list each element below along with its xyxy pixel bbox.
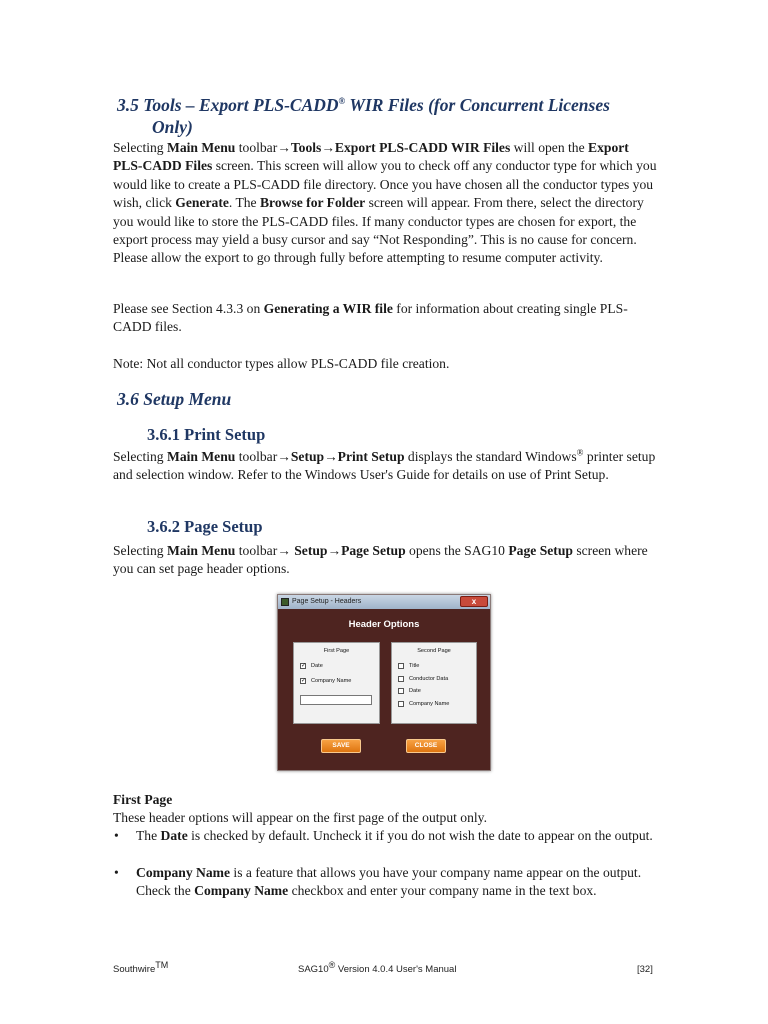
- text: toolbar: [235, 449, 278, 464]
- section-3-5-heading: [117, 94, 610, 138]
- note-paragraph: Note: Not all conductor types allow PLS-CADD file creation.: [113, 356, 450, 371]
- window-close-button[interactable]: x: [460, 596, 488, 607]
- heading-text: Only): [152, 117, 193, 137]
- first-page-date-checkbox[interactable]: ✓: [301, 663, 307, 669]
- registered-mark: ®: [338, 96, 346, 107]
- bold-text: Export PLS-CADD Files: [113, 140, 629, 174]
- footer-brand: [113, 959, 169, 975]
- option-label: Conductor Data: [409, 676, 449, 682]
- bold-text: →Setup→Print Setup: [277, 449, 405, 464]
- bold-text: →Tools→Export PLS-CADD WIR Files: [277, 140, 511, 155]
- text: . The: [228, 195, 260, 211]
- bold-text: Company Name: [194, 883, 289, 899]
- footer-text: Southwire: [113, 964, 156, 975]
- option-label: Date: [311, 663, 323, 669]
- text: for information about creating single PLS-CADD files.: [113, 301, 628, 335]
- text: Please see Section 4.3.3 on: [113, 301, 264, 316]
- first-page-date-option[interactable]: [300, 663, 323, 669]
- registered-mark: ®: [328, 959, 336, 970]
- first-page-heading: First Page: [113, 792, 173, 807]
- heading-text: WIR Files (for Concurrent Licenses: [345, 95, 610, 115]
- registered-mark: ®: [576, 447, 584, 458]
- option-label: Company Name: [409, 701, 450, 707]
- footer-manual-title: [298, 959, 457, 975]
- text: is checked by default. Uncheck it if you do not wish the date to appear on the output.: [187, 828, 653, 843]
- text: toolbar: [235, 140, 278, 155]
- date-bullet-item: [136, 827, 656, 845]
- second-page-conductor-data-option[interactable]: [398, 676, 448, 682]
- app-icon: [281, 598, 289, 606]
- bold-text: Company Name: [136, 865, 231, 880]
- first-page-intro: These header options will appear on the first page of the output only.: [113, 810, 487, 825]
- second-page-title-option[interactable]: [398, 663, 419, 669]
- company-name-bullet-item: [136, 864, 656, 901]
- company-name-input[interactable]: [300, 695, 372, 705]
- page-number: [32]: [637, 964, 653, 975]
- first-page-panel: [293, 642, 380, 724]
- heading-text: 3.5 Tools – Export PLS-CADD: [117, 95, 339, 115]
- second-page-panel: [391, 642, 477, 724]
- bold-text: Main Menu: [166, 543, 236, 558]
- section-3-6-heading: 3.6 Setup Menu: [117, 389, 232, 409]
- text: opens the SAG10: [405, 543, 509, 558]
- bold-text: Main Menu: [166, 140, 236, 155]
- bullet-glyph: •: [114, 865, 119, 880]
- option-label: Date: [409, 688, 421, 694]
- dialog-title: Page Setup - Headers: [292, 598, 362, 605]
- text: printer setup and selection window. Refer to the Windows User's Guide for details on use of Print Setup.: [113, 449, 656, 483]
- text: screen. This screen will allow you to check off any conductor type for which you would like to create a PLS-CADD file directory. Once you have chosen all the conductor types you wish, click: [113, 158, 657, 211]
- page-setup-paragraph: [113, 542, 658, 579]
- page-setup-headers-dialog: [277, 594, 491, 771]
- text: Selecting: [113, 543, 167, 558]
- bold-text: → Setup→Page Setup: [277, 543, 406, 558]
- text: The: [136, 828, 161, 843]
- trademark-mark: TM: [155, 959, 169, 970]
- bold-text: Generate: [175, 195, 229, 211]
- print-setup-paragraph: [113, 448, 658, 485]
- footer-text: SAG10: [298, 964, 329, 975]
- second-page-conductor-data-checkbox[interactable]: [398, 676, 404, 682]
- second-page-company-name-checkbox[interactable]: [398, 701, 404, 707]
- bold-text: Generating a WIR file: [263, 301, 393, 316]
- option-label: Company Name: [311, 678, 352, 684]
- second-page-date-option[interactable]: [398, 688, 421, 694]
- text: Selecting: [113, 140, 167, 155]
- text: Selecting: [113, 449, 167, 464]
- bullet-glyph: •: [114, 828, 119, 843]
- text: displays the standard Windows: [404, 449, 577, 464]
- dialog-titlebar: [278, 595, 490, 609]
- text: screen where you can set page header options.: [113, 543, 648, 577]
- close-button[interactable]: CLOSE: [406, 739, 446, 753]
- text: is a feature that allows you have your company name appear on the output. Check the: [136, 865, 642, 899]
- bold-text: Page Setup: [508, 543, 573, 558]
- save-button[interactable]: SAVE: [321, 739, 361, 753]
- bold-text: Date: [160, 828, 188, 843]
- header-options-title: Header Options: [348, 619, 420, 630]
- page-setup-heading: 3.6.2 Page Setup: [147, 517, 263, 536]
- text: screen will appear. From there, select the directory you would like to store the PLS-CADD files. If many conductor types are chosen for export, the export process may yield a busy cursor and say “Not Responding”. This is no cause for concern. Please allow the export to go through fully before attempting to resume computer activity.: [113, 195, 644, 266]
- first-page-company-name-option[interactable]: [300, 678, 351, 684]
- footer-text: Version 4.0.4 User's Manual: [335, 964, 457, 975]
- bold-text: Browse for Folder: [259, 195, 366, 211]
- text: will open the: [510, 140, 585, 155]
- second-page-title-checkbox[interactable]: [398, 663, 404, 669]
- print-setup-heading: 3.6.1 Print Setup: [147, 425, 266, 444]
- second-page-date-checkbox[interactable]: [398, 688, 404, 694]
- first-page-panel-title: First Page: [323, 648, 350, 654]
- bold-text: Main Menu: [166, 449, 236, 464]
- export-description-paragraph: [113, 139, 658, 268]
- second-page-panel-title: Second Page: [417, 648, 451, 654]
- text: checkbox and enter your company name in the text box.: [288, 883, 597, 899]
- text: toolbar: [235, 543, 278, 558]
- option-label: Title: [409, 663, 420, 669]
- generating-wir-paragraph: [113, 300, 658, 337]
- second-page-company-name-option[interactable]: [398, 701, 449, 707]
- first-page-company-name-checkbox[interactable]: ✓: [301, 678, 307, 684]
